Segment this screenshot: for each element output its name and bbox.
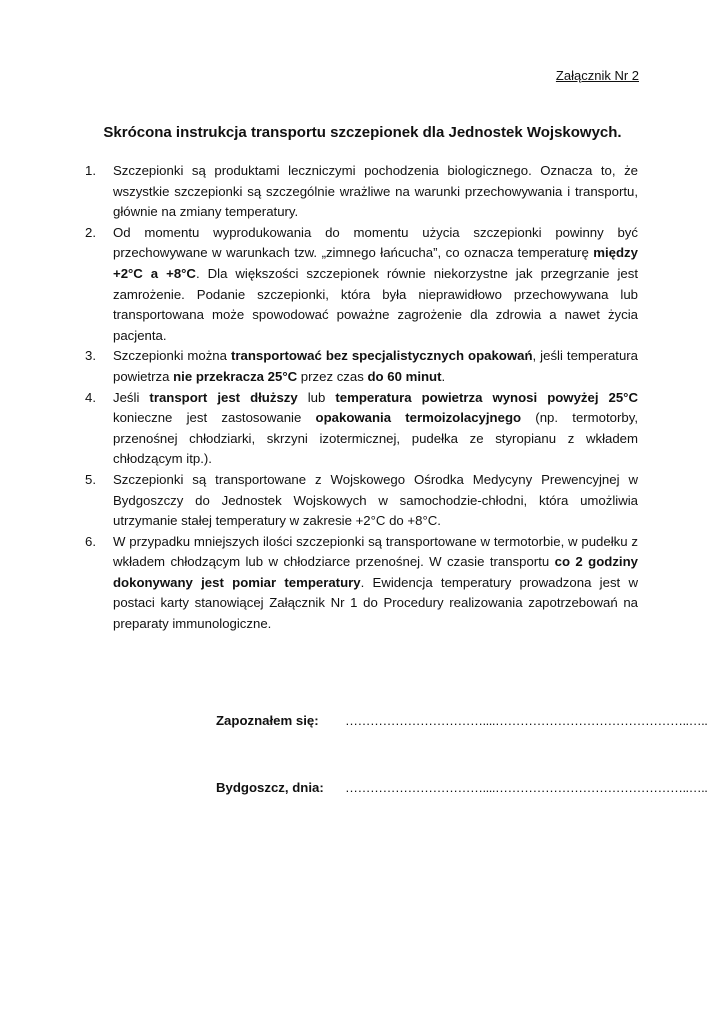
list-item <box>82 161 638 223</box>
instruction-list <box>82 161 638 635</box>
body-text: Szczepionki są produktami leczniczymi pochodzenia biologicznego. Oznacza to, że wszystkie szczepionki są szczególnie wrażliwe na warunki przechowywania i transportu, głównie na zmiany temperatury. <box>113 163 638 220</box>
emphasis-text: opakowania termoizolacyjnego <box>315 410 522 426</box>
body-text: konieczne jest zastosowanie <box>113 410 316 426</box>
body-text: . Dla większości szczepionek równie niekorzystne jak przegrzanie jest zamrożenie. Podanie szczepionki, która była nieprawidłowo przechowywana lub transportowana może spowodować poważne zagrożenie dla zdrowia a nawet życia pacjenta. <box>113 265 638 343</box>
document-title: Skrócona instrukcja transportu szczepionek dla Jednostek Wojskowych. <box>103 124 622 141</box>
list-item-number: 4. <box>85 389 96 405</box>
body-text: W przypadku mniejszych ilości szczepionki są transportowane w termotorbie, w pudełku z wkładem chłodzącym lub w chłodziarce przenośnej. W czasie transportu <box>113 533 638 570</box>
emphasis-text: między +2°C a +8°C <box>113 245 638 281</box>
acknowledged-signature-line: ……………………………....………………………………………..….. <box>345 713 708 728</box>
body-text: Jeśli <box>113 389 150 405</box>
emphasis-text: temperatura powietrza wynosi powyżej 25°C <box>335 389 638 405</box>
body-text: , jeśli temperatura powietrza <box>113 348 639 384</box>
body-text: (np. termotorby, przenośnej chłodziarki, skrzyni izotermicznej, pudełka ze styropianu z wkładem chłodzącym itp.). <box>113 410 638 467</box>
annex-label: Załącznik Nr 2 <box>555 68 639 83</box>
list-item-number: 5. <box>85 471 96 487</box>
emphasis-text: do 60 minut <box>367 368 442 384</box>
emphasis-text: transportować bez specjalistycznych opakowań <box>230 348 533 364</box>
date-signature-line: ……………………………....………………………………………..….. <box>345 780 708 795</box>
body-text: Szczepionki są transportowane z Wojskowego Ośrodka Medycyny Prewencyjnej w Bydgoszczy do Jednostek Wojskowych w samochodzie-chłodni, która umożliwia utrzymanie stałej temperatury w zakresie +2°C do +8°C. <box>113 471 638 529</box>
list-item-number: 3. <box>85 348 96 364</box>
emphasis-text: transport jest dłuższy <box>149 389 298 405</box>
body-text: lub <box>297 389 336 405</box>
list-item <box>82 223 638 347</box>
list-item <box>82 346 638 387</box>
body-text: Szczepionki można <box>113 348 231 364</box>
list-item <box>82 388 638 470</box>
list-item-number: 6. <box>85 533 96 549</box>
acknowledged-label: Zapoznałem się: <box>216 713 319 728</box>
list-item <box>82 532 638 635</box>
list-item <box>82 470 638 532</box>
emphasis-text: nie przekracza 25°C <box>173 368 298 384</box>
body-text: Od momentu wyprodukowania do momentu użycia szczepionki powinny być przechowywane w warunkach tzw. „zimnego łańcucha”, co oznacza temperaturę <box>113 224 638 261</box>
body-text: . Ewidencja temperatury prowadzona jest w postaci karty stanowiącej Załącznik Nr 1 do Procedury realizowania zapotrzebowań na preparaty immunologiczne. <box>113 574 638 632</box>
body-text: . <box>441 368 446 384</box>
body-text: przez czas <box>297 368 368 384</box>
emphasis-text: co 2 godziny dokonywany jest pomiar temperatury <box>113 554 638 590</box>
date-label: Bydgoszcz, dnia: <box>216 780 324 795</box>
list-item-number: 2. <box>85 224 96 240</box>
list-item-number: 1. <box>85 163 96 178</box>
